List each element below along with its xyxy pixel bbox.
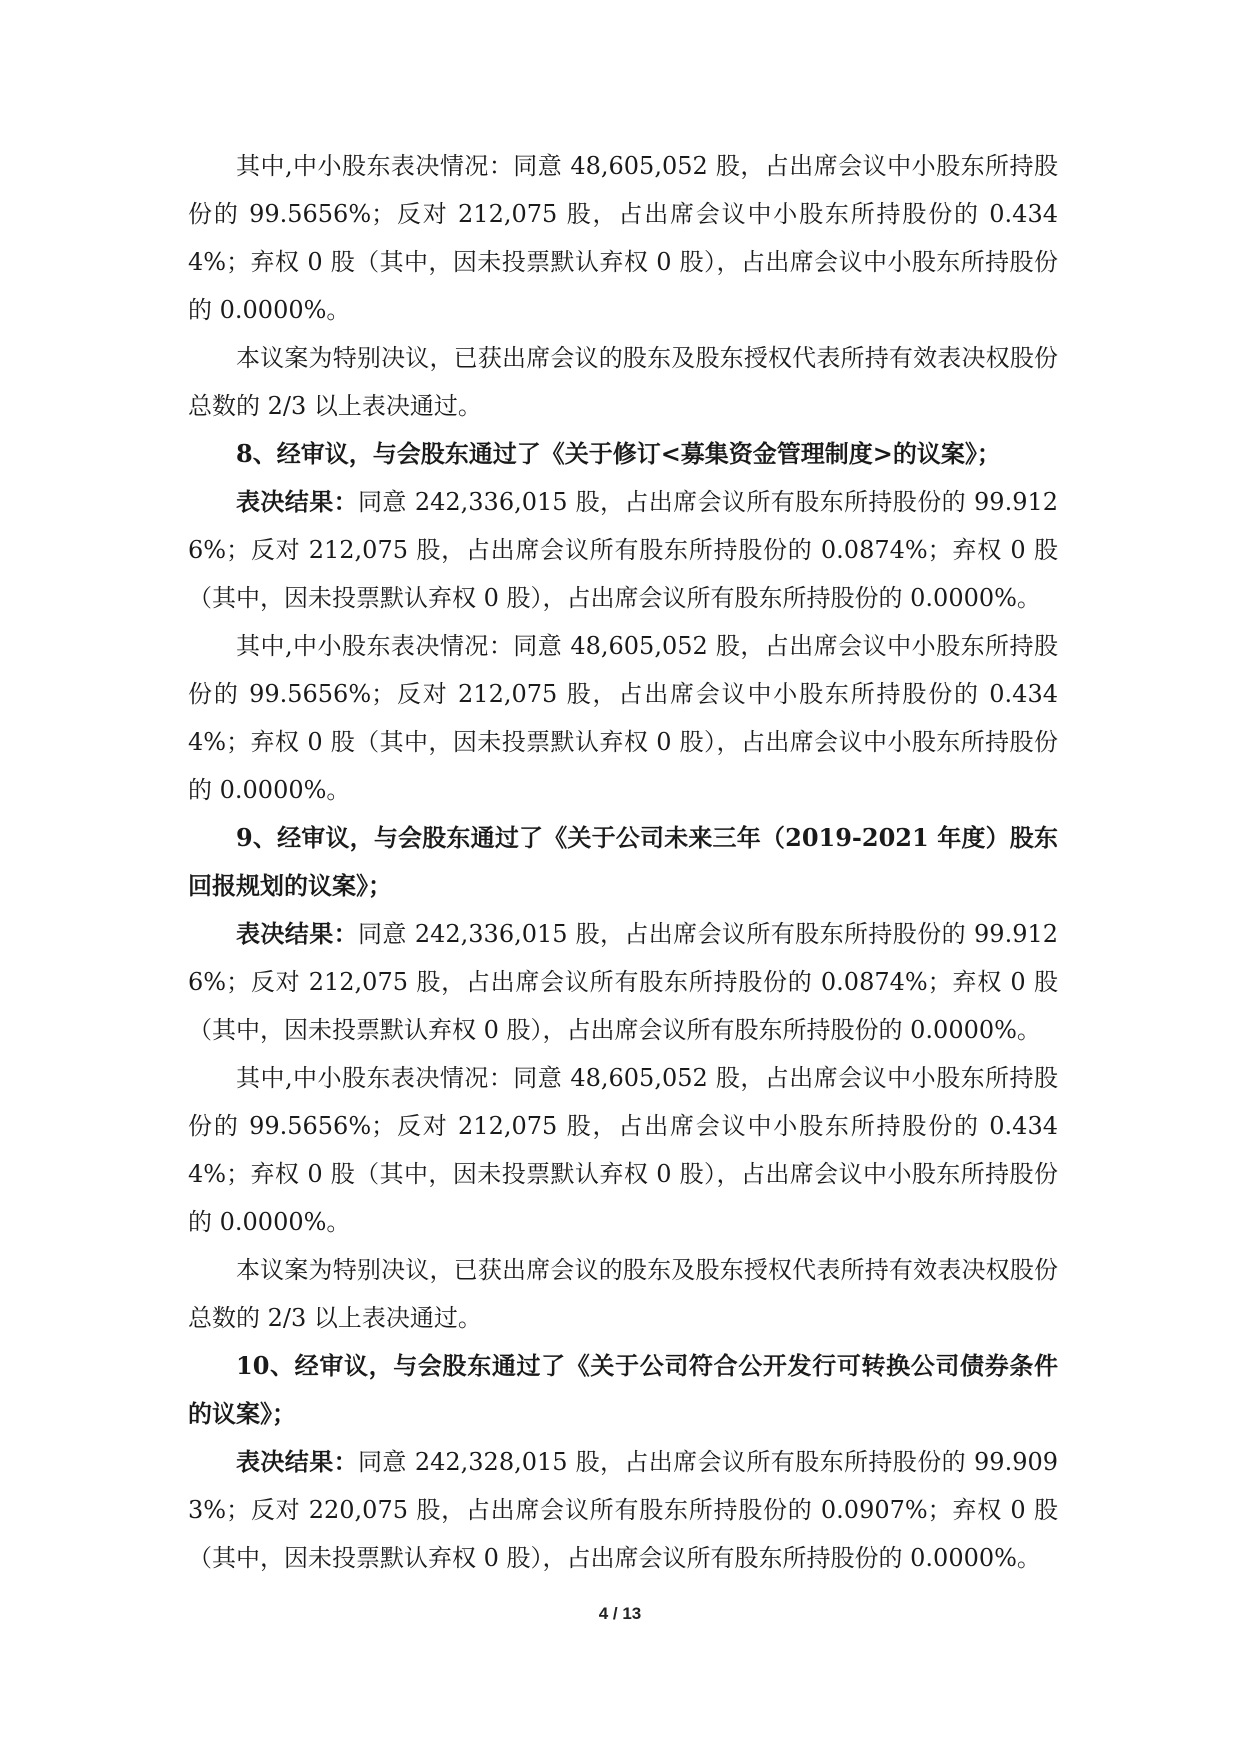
page-number: 4 / 13 [598, 1604, 642, 1623]
vote-result-text: 同意 242,336,015 股，占出席会议所有股东所持股份的 99.9126%；反对 212,075 股，占出席会议所有股东所持股份的 0.0874%；弃权 0 股（其中，因未投票默认弃权 0 股），占出席会议所有股东所持股份的 0.0000%。 [188, 920, 1059, 1044]
document-body [188, 142, 1058, 1582]
paragraph-special-resolution: 本议案为特别决议，已获出席会议的股东及股东授权代表所持有效表决权股份总数的 2/3 以上表决通过。 [188, 1256, 1058, 1332]
paragraph-special-resolution: 本议案为特别决议，已获出席会议的股东及股东授权代表所持有效表决权股份总数的 2/3 以上表决通过。 [188, 344, 1058, 420]
resolution-heading-9: 9、经审议，与会股东通过了《关于公司未来三年（2019-2021 年度）股东回报规划的议案》； [188, 823, 1058, 900]
paragraph-vote-result [188, 1438, 1058, 1582]
paragraph-minority-result: 其中,中小股东表决情况：同意 48,605,052 股，占出席会议中小股东所持股份的 99.5656%；反对 212,075 股，占出席会议中小股东所持股份的 0.4344%；弃权 0 股（其中，因未投票默认弃权 0 股），占出席会议中小股东所持股份的 0.0000%。 [188, 632, 1058, 804]
vote-result-label: 表决结果： [236, 1447, 359, 1476]
vote-result-label: 表决结果： [236, 487, 359, 516]
resolution-heading-10: 10、经审议，与会股东通过了《关于公司符合公开发行可转换公司债券条件的议案》； [188, 1351, 1058, 1428]
vote-result-text: 同意 242,328,015 股，占出席会议所有股东所持股份的 99.9093%；反对 220,075 股，占出席会议所有股东所持股份的 0.0907%；弃权 0 股（其中，因未投票默认弃权 0 股），占出席会议所有股东所持股份的 0.0000%。 [188, 1448, 1059, 1572]
vote-result-text: 同意 242,336,015 股，占出席会议所有股东所持股份的 99.9126%；反对 212,075 股，占出席会议所有股东所持股份的 0.0874%；弃权 0 股（其中，因未投票默认弃权 0 股），占出席会议所有股东所持股份的 0.0000%。 [188, 488, 1059, 612]
paragraph-minority-result: 其中,中小股东表决情况：同意 48,605,052 股，占出席会议中小股东所持股份的 99.5656%；反对 212,075 股，占出席会议中小股东所持股份的 0.4344%；弃权 0 股（其中，因未投票默认弃权 0 股），占出席会议中小股东所持股份的 0.0000%。 [188, 1064, 1058, 1236]
paragraph-vote-result [188, 910, 1058, 1054]
resolution-heading-8: 8、经审议，与会股东通过了《关于修订<募集资金管理制度>的议案》； [236, 439, 1001, 468]
vote-result-label: 表决结果： [236, 919, 359, 948]
paragraph-vote-result [188, 478, 1058, 622]
paragraph-minority-result: 其中,中小股东表决情况：同意 48,605,052 股，占出席会议中小股东所持股份的 99.5656%；反对 212,075 股，占出席会议中小股东所持股份的 0.4344%；弃权 0 股（其中，因未投票默认弃权 0 股），占出席会议中小股东所持股份的 0.0000%。 [188, 152, 1058, 324]
